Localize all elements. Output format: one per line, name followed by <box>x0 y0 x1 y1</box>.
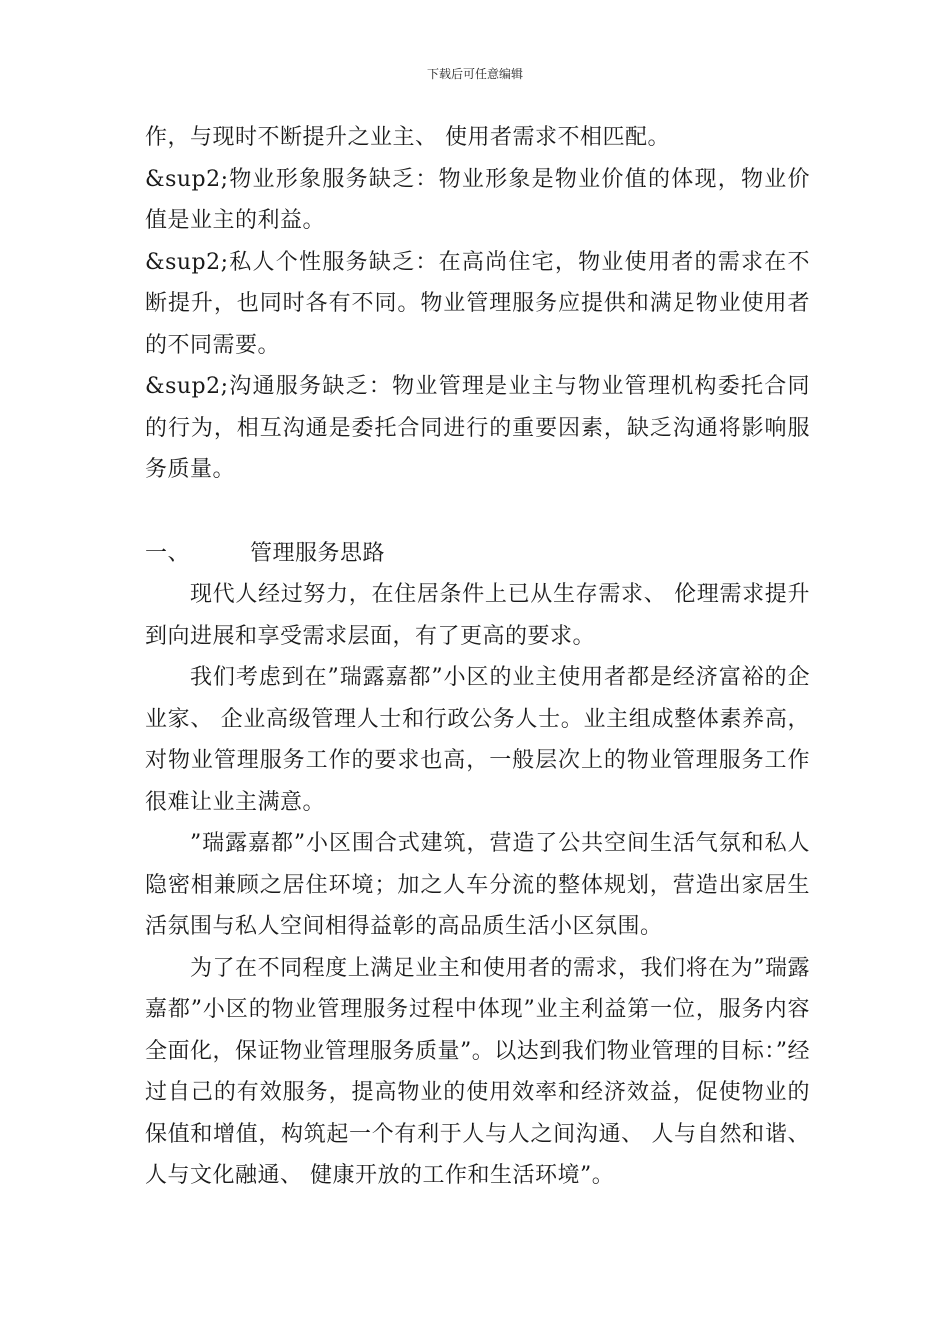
section-gap <box>145 491 810 533</box>
paragraph-community-layout: ”瑞露嘉都”小区围合式建筑，营造了公共空间生活气氛和私人隐密相兼顾之居住环境；加之人车分流的整体规划，营造出家居生活氛围与私人空间相得益彰的高品质生活小区氛围。 <box>145 831 810 939</box>
paragraph-management-goal: 为了在不同程度上满足业主和使用者的需求，我们将在为”瑞露嘉都”小区的物业管理服务过程中体现”业主利益第一位，服务内容全面化，保证物业管理服务质量”。以达到我们物业管理的目标：”经过自己的有效服务，提高物业的使用效率和经济效益，促使物业的保值和增值，构筑起一个有利于人与人之间沟通、 人与自然和谐、 人与文化融通、 健康开放的工作和生活环境”。 <box>145 955 810 1188</box>
page-header: 下载后可任意编辑 <box>426 67 523 81</box>
paragraph-personal-service: &sup2;私人个性服务缺乏：在高尚住宅，物业使用者的需求在不断提升，也同时各有不同。物业管理服务应提供和满足物业使用者的不同需要。 <box>145 249 810 358</box>
paragraph-modern-needs: 现代人经过努力，在住居条件上已从生存需求、 伦理需求提升到向进展和享受需求层面，有了更高的要求。 <box>145 582 810 649</box>
paragraph-communication-service: &sup2;沟通服务缺乏：物业管理是业主与物业管理机构委托合同的行为，相互沟通是委托合同进行的重要因素，缺乏沟通将影响服务质量。 <box>145 374 810 482</box>
paragraph-owners-profile: 我们考虑到在”瑞露嘉都”小区的业主使用者都是经济富裕的企业家、 企业高级管理人士和行政公务人士。业主组成整体素养高，对物业管理服务工作的要求也高，一般层次上的物业管理服务工作很难让业主满意。 <box>145 665 810 815</box>
document-body <box>145 117 810 1197</box>
section-title: 管理服务思路 <box>250 540 386 566</box>
paragraph-image-service: &sup2;物业形象服务缺乏：物业形象是物业价值的体现，物业价值是业主的利益。 <box>145 166 810 233</box>
section-number: 一、 <box>145 540 191 566</box>
paragraph-continuation: 作，与现时不断提升之业主、 使用者需求不相匹配。 <box>145 125 670 150</box>
section-heading <box>145 533 810 575</box>
